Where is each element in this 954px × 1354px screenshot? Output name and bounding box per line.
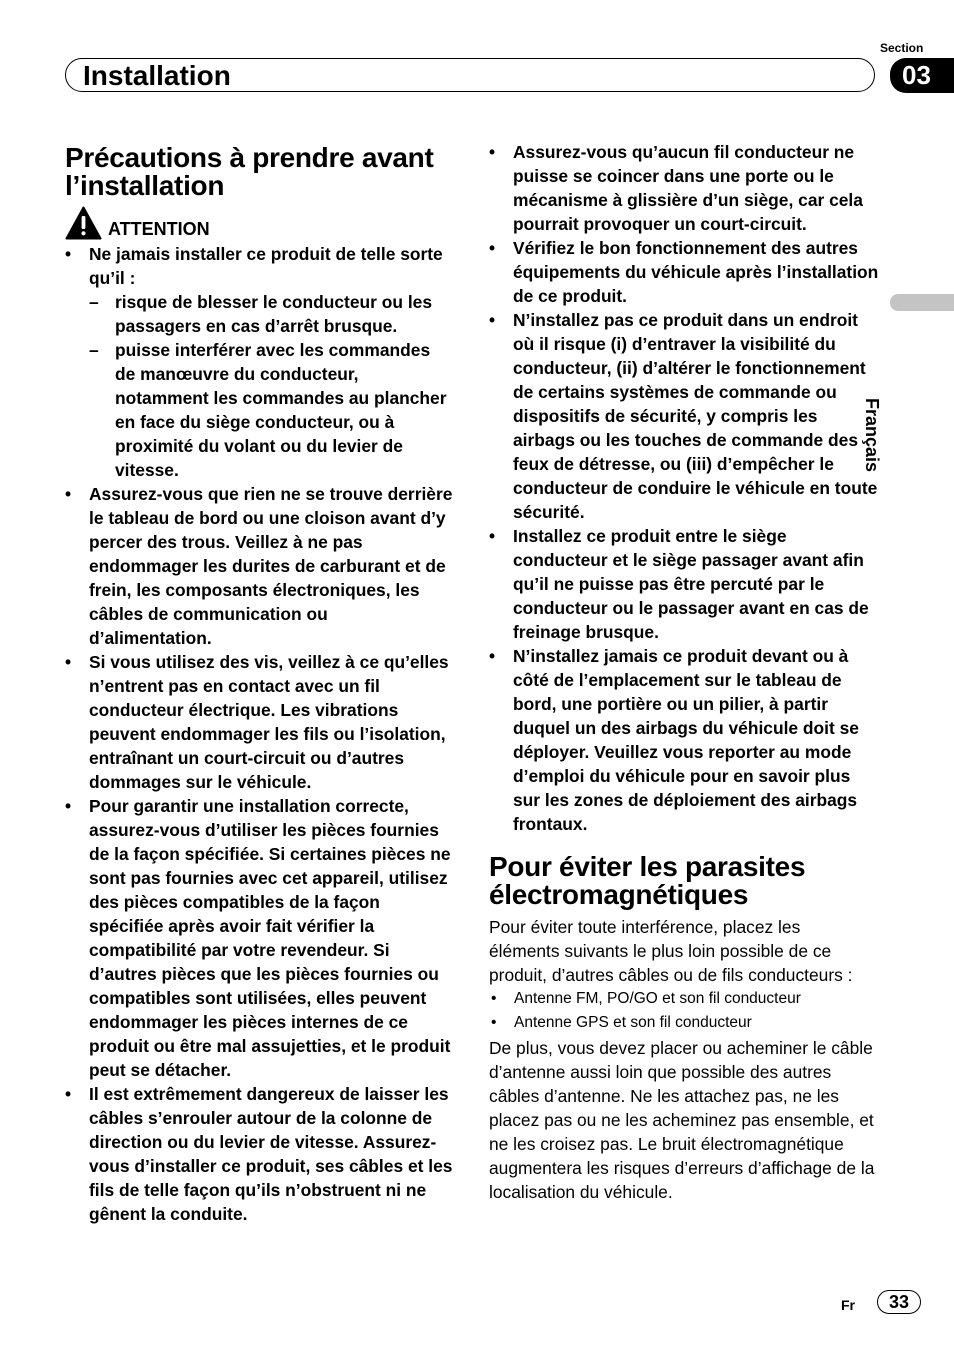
warning-triangle-icon: [65, 206, 102, 240]
sub-list-item: – puisse interférer avec les commandes de manœuvre du conducteur, notamment les commandes au plancher en face du siège conducteur, ou à proximité du volant ou du levier de vitesse.: [89, 338, 453, 482]
section-label: Section: [880, 41, 924, 55]
warning-label: ATTENTION: [108, 219, 210, 239]
language-tab-marker: [890, 294, 954, 311]
section-number-badge: 03: [890, 58, 954, 93]
page-title: Installation: [83, 60, 231, 91]
list-item: • Si vous utilisez des vis, veillez à ce qu’elles n’entrent pas en contact avec un fil conducteur électrique. Les vibrations peuvent endommager les fils ou l’isolation, entraînant un court-circuit ou d’autres dommages sur le véhicule.: [65, 650, 453, 794]
list-item: • N’installez jamais ce produit devant ou à côté de l’emplacement sur le tableau de bord, une portière ou un pilier, à partir duquel un des airbags du véhicule doit se déployer. Veuillez vous reporter au mode d’emploi du véhicule pour en savoir plus sur les zones de déploiement des airbags frontaux.: [489, 644, 881, 836]
list-item: • Antenne GPS et son fil conducteur: [489, 1011, 869, 1035]
list-item: • Vérifiez le bon fonctionnement des autres équipements du véhicule après l’installation de ce produit.: [489, 236, 881, 308]
language-tab-label: Français: [862, 398, 882, 473]
precautions-list: [65, 242, 453, 1226]
list-item: • Installez ce produit entre le siège conducteur et le siège passager avant afin qu’il ne puisse pas être percuté par le conducteur ou le passager avant en cas de freinage brusque.: [489, 524, 881, 644]
list-item: • Assurez-vous qu’aucun fil conducteur ne puisse se coincer dans une porte ou le mécanisme à glissière d’un siège, car cela pourrait provoquer un court-circuit.: [489, 140, 881, 236]
sub-list-item: – risque de blesser le conducteur ou les passagers en cas d’arrêt brusque.: [89, 290, 453, 338]
antenna-list: [489, 987, 869, 1035]
list-item: • Antenne FM, PO/GO et son fil conducteur: [489, 987, 869, 1011]
section-heading-precautions: Précautions à prendre avant l’installation: [65, 142, 434, 201]
list-item-text: Ne jamais installer ce produit de telle sorte qu’il :: [89, 244, 443, 288]
sub-list: [89, 290, 453, 482]
list-item: [65, 242, 453, 482]
page-number: 33: [877, 1290, 921, 1314]
interference-intro: Pour éviter toute interférence, placez les éléments suivants le plus loin possible de ce produit, d’autres câbles ou de fils conducteurs :: [489, 917, 853, 985]
list-item: • Pour garantir une installation correcte, assurez-vous d’utiliser les pièces fournies de la façon spécifiée. Si certaines pièces ne sont pas fournies avec cet appareil, utilisez des pièces compatibles de la façon spécifiée après avoir fait vérifier la compatibilité par votre revendeur. Si d’autres pièces que les pièces fournies ou compatibles sont utilisées, elles peuvent endommager les pièces internes de ce produit ou être mal assujetties, et le produit peut se détacher.: [65, 794, 453, 1082]
precautions-list-continued: [489, 140, 881, 836]
section-heading-interference: Pour éviter les parasites électromagnétiques: [489, 851, 806, 910]
footer-language: Fr: [841, 1297, 855, 1313]
list-item: • Il est extrêmement dangereux de laisser les câbles s’enrouler autour de la colonne de direction ou du levier de vitesse. Assurez-vous d’installer ce produit, ses câbles et les fils de telle façon qu’ils n’obstruent ni ne gênent la conduite.: [65, 1082, 453, 1226]
interference-details: De plus, vous devez placer ou acheminer le câble d’antenne aussi loin que possible des autres câbles d’antenne. Ne les attachez pas, ne les placez pas ou ne les acheminez pas ensemble, et ne les croisez pas. Le bruit électromagnétique augmentera les risques d’erreurs d’affichage de la localisation du véhicule.: [489, 1038, 875, 1202]
list-item: • Assurez-vous que rien ne se trouve derrière le tableau de bord ou une cloison avant d’y percer des trous. Veillez à ne pas endommager les durites de carburant et de frein, les composants électroniques, les câbles de communication ou d’alimentation.: [65, 482, 453, 650]
list-item: • N’installez pas ce produit dans un endroit où il risque (i) d’entraver la visibilité du conducteur, (ii) d’altérer le fonctionnement de certains systèmes de commande ou dispositifs de sécurité, y compris les airbags ou les touches de commande des feux de détresse, ou (iii) d’empêcher le conducteur de conduire le véhicule en toute sécurité.: [489, 308, 881, 524]
